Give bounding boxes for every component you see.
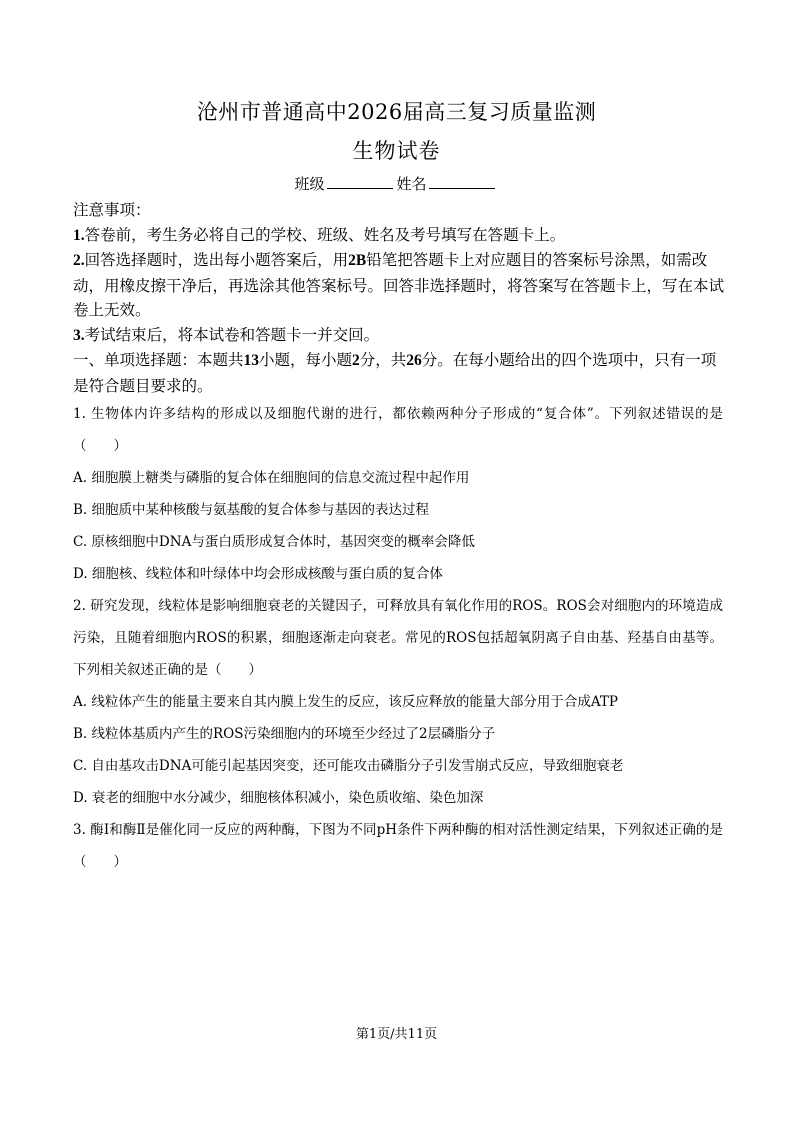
note-bold-text: 2B: [348, 252, 367, 269]
question-stem: 1. 生物体内许多结构的形成以及细胞代谢的进行，都依赖两种分子形成的“复合体”。下列叙述错误的是（ ）: [73, 406, 723, 454]
name-blank: [429, 173, 495, 189]
class-name-line: [0, 172, 793, 196]
page-footer: 第1页/共11页: [355, 1027, 438, 1042]
section-heading: 一、单项选择题：本题共13小题，每小题2分，共26分。在每小题给出的四个选项中，只有一项是符合题目要求的。: [73, 351, 717, 395]
class-label: 班级: [294, 175, 325, 193]
question-option: A. 细胞膜上糖类与磷脂的复合体在细胞间的信息交流过程中起作用: [73, 470, 470, 486]
exam-notes: [73, 198, 725, 398]
question-stem: 3. 酶Ⅰ和酶Ⅱ是催化同一反应的两种酶，下图为不同pH条件下两种酶的相对活性测定结果，下列叙述正确的是（ ）: [73, 822, 723, 870]
question-option: B. 线粒体基质内产生的ROS污染细胞内的环境至少经过了2层磷脂分子: [73, 726, 496, 742]
note-item: [73, 323, 725, 349]
note-text: 答卷前，考生务必将自己的学校、班级、姓名及考号填写在答题卡上。: [84, 225, 566, 244]
page-subtitle: 生物试卷: [352, 139, 441, 163]
class-blank: [327, 173, 393, 189]
note-text: 铅笔把答题卡上对应题目的答案标号涂黑，如需改动，用橡皮擦干净后，再选涂其他答案标号。回答非选择题时，将答案写在答题卡上，写在本试卷上无效。: [73, 251, 725, 319]
note-text: 考试结束后，将本试卷和答题卡一并交回。: [84, 325, 380, 344]
name-label: 姓名: [396, 175, 427, 193]
page-title: 沧州市普通高中2026届高三复习质量监测: [196, 100, 597, 124]
note-number: 3.: [73, 326, 85, 344]
question-option: B. 细胞质中某种核酸与氨基酸的复合体参与基因的表达过程: [73, 502, 430, 518]
note-number: 2.: [73, 252, 85, 269]
note-text: 回答选择题时，选出每小题答案后，用: [84, 251, 349, 269]
question-list: [73, 398, 723, 878]
question-stem: 2. 研究发现，线粒体是影响细胞衰老的关键因子，可释放具有氧化作用的ROS。ROS会对细胞内的环境造成污染，且随着细胞内ROS的积累，细胞逐渐走向衰老。常见的ROS包括超氧阴离子自由基、羟基自由基等。下列相关叙述正确的是（ ）: [73, 598, 723, 678]
question-option: C. 原核细胞中DNA与蛋白质形成复合体时，基因突变的概率会降低: [73, 534, 475, 550]
question-option: D. 细胞核、线粒体和叶绿体中均会形成核酸与蛋白质的复合体: [73, 566, 443, 582]
notes-heading: 注意事项：: [73, 201, 151, 219]
note-item: [73, 248, 725, 323]
question-option: D. 衰老的细胞中水分减少，细胞核体积减小，染色质收缩、染色加深: [73, 790, 484, 806]
note-item: [73, 223, 725, 249]
question-option: C. 自由基攻击DNA可能引起基因突变，还可能攻击磷脂分子引发雪崩式反应，导致细胞衰老: [73, 758, 624, 774]
question-option: A. 线粒体产生的能量主要来自其内膜上发生的反应，该反应释放的能量大部分用于合成ATP: [73, 694, 618, 710]
note-number: 1.: [73, 226, 85, 244]
